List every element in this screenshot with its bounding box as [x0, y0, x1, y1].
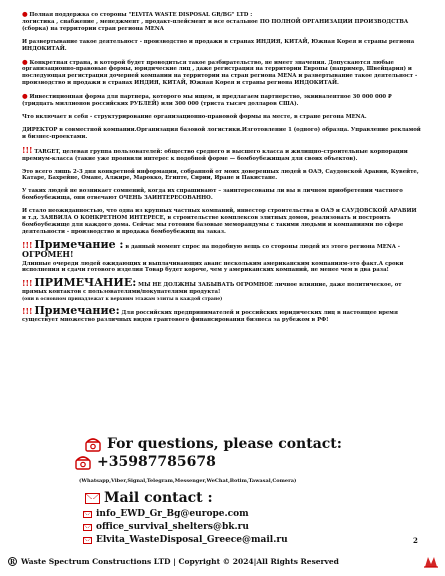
footer	[8, 557, 438, 566]
page-number: 2	[413, 536, 418, 545]
email-row[interactable]	[83, 509, 415, 519]
phone-row[interactable]	[75, 454, 415, 470]
envelope-icon	[83, 537, 92, 544]
paragraph-note-grants	[22, 304, 422, 324]
note-influence-small: (они в основном принадлежат к верхним этажам элиты в каждой стране)	[22, 297, 223, 303]
mail-heading: Mail contact :	[104, 490, 213, 506]
footer-text: Waste Spectrum Constructions LTD | Copyright © 2024|All Rights Reserved	[21, 557, 339, 566]
support-text: логистика , снабжение , менеджмент , продакт-плейсмент и все остальное ПО ПОЛНОЙ ОРГАНИЗАЦИИ ПРОИЗВОДСТВА (сборка) на территории стран региона MENA	[22, 18, 409, 32]
exclamation-icon: !!!	[22, 144, 33, 155]
questions-row	[85, 436, 415, 452]
registered-icon: R	[10, 559, 15, 566]
target-text: TARGET, целевая группа пользователей: общество среднего и высшего класса и жилищно-строительные корпорации премиум-класса (такие уже проявили интерес к подобной форме — бомбоубежищам для своих объектов).	[22, 148, 408, 162]
logo-icon	[423, 553, 439, 569]
email-row[interactable]	[83, 535, 415, 545]
note-grants-text: Для российских предпринимателей и российских юридических лиц в настоящее время существует множество различных видов грантового финансирования бизнеса за рубежом в РФ!	[22, 310, 398, 323]
paragraph-note-demand	[22, 237, 422, 260]
paragraph-structure: Что включает в себя - структурирование организационно-правовой формы на месте, в стране регона MENA.	[22, 113, 367, 120]
email-link[interactable]: office_survival_shelters@bk.ru	[96, 522, 249, 532]
paragraph-note-influence	[22, 276, 422, 304]
note-demand-emphasis: ОГРОМЕН!	[22, 248, 74, 259]
note-demand-text: в данный момент спрос на подобную вещь со стороны людей из этого региона MENA -	[125, 243, 400, 250]
exclamation-icon: !!!	[22, 306, 33, 317]
paragraph-company: И стало неожиданностью, что одна из крупных частных компаний, инвестор строительства в ОАЭ и САУДОВСКОЙ АРАВИИ и т.д. ЗАЯВИЛА О КОНКРЕТНОМ ИНТЕРЕСЕ, в строительстве комплексов элитных домов, реализовать и построить бомбоубежище для каждого дома. Сейчас мы готовим базовые меморандумы с такими людьми и компаниями по сфере деятельности - производство и продажа бомбоубежищ на заказ.	[22, 208, 417, 235]
email-link[interactable]: info_EWD_Gr_Bg@europe.com	[96, 509, 249, 519]
paragraph-investment	[22, 93, 422, 108]
note-heading: Примечание :	[34, 237, 124, 251]
main-text	[22, 11, 422, 330]
paragraph-director: ДИРЕКТОР в совместной компании.Организация базовой логистики.Изготовление 1 (одного) образца. Управление рекламой и бизнес-проектами.	[22, 126, 421, 140]
bullet-dot-icon: ●	[22, 57, 28, 66]
country-text: Конкретная страна, в которой будет проводиться такое разбирательство, не имеет значения. Допускаются любые организационно-правовые формы, юридические лиц , даже регистрация на территории Европы (например, Швейцария) и последующая регистрация дочерней компании на территории на стран региона MENA и развертывание такое деятельност - производство и продажи в странах ИНДИЯ, КИТАЙ, Южная Корея и страны региона ИНДОКИТАЙ.	[22, 59, 418, 87]
messengers-list: (Whatsapp,Viber,Signal,Telegram,Messenger,WeChat,Botim,Tawasal,Comera)	[79, 478, 297, 484]
paragraph-queues: Длинные очереди людей ожидающих и выплачивающих аванс нескольким американским компаниям-это факт.А сроки исполнения и сдачи готового изделия Товар будет короче, чем у американских компаний, не менее чем в два раза!	[22, 260, 404, 274]
phone-icon	[85, 436, 101, 452]
paragraph-country	[22, 59, 422, 88]
exclamation-icon: !!!	[22, 239, 33, 250]
email-row[interactable]	[83, 522, 415, 532]
email-link[interactable]: Elvita_WasteDisposal_Greece@mail.ru	[96, 535, 288, 545]
bullet-dot-icon: ●	[22, 92, 28, 101]
support-heading: Полная поддержка со стороны "ELVITA WASTE DISPOSAL GR/BG" LTD :	[29, 12, 253, 18]
investment-text: Инвестиционная форма для партнера, которого мы ищем, и предлагаем партнерство, эквивалентное 30 000 000 ₽ (тридцать миллионов российских РУБЛЕЙ) или 300 000 (триста тысяч долларов США).	[22, 94, 392, 108]
phone-icon	[75, 454, 91, 470]
questions-heading: For questions, please contact:	[107, 436, 342, 452]
note-influence-heading: ПРИМЕЧАНИЕ:	[34, 276, 137, 290]
note-grants-heading: Примечание:	[34, 304, 120, 318]
exclamation-icon: !!!	[22, 278, 33, 289]
paragraph-support	[22, 11, 422, 33]
note-influence-text: МЫ НЕ ДОЛЖНЫ ЗАБЫВАТЬ ОГРОМНОЕ личное влияние, даже политическое, от прямых контактов с пользователями/покупателями продукта!	[22, 282, 402, 296]
bullet-dot-icon: ●	[22, 10, 28, 18]
paragraph-deployment: И развертывание такое деятельност - производство и продажи в странах ИНДИЯ, КИТАЙ, Южная Корея и страны региона ИНДОКИТАЙ.	[22, 38, 415, 52]
envelope-icon	[85, 493, 100, 504]
paragraph-target	[22, 144, 422, 163]
contact-block	[79, 434, 415, 545]
envelope-icon	[83, 511, 92, 518]
mail-heading-row	[85, 490, 415, 506]
envelope-icon	[83, 524, 92, 531]
paragraph-information: Это всего лишь 2-3 дня конкретной информации, собранной от моих доверенных людей в ОАЭ, Саудовской Аравии, Кувейте, Катаре, Бахрейне, Омане, Алжире, Марокко, Египте, Сирии, Иране и Пакистане.	[22, 168, 419, 182]
phone-number[interactable]: +35987785678	[97, 454, 216, 470]
paragraph-doubts: У таких людей не возникает сомнений, когда их спрашивают – заинтересованы ли вы в личном приобретении частного бомбоубежища, они отвечают ОЧЕНЬ ЗАИНТЕРЕСОВАННО.	[22, 188, 403, 202]
